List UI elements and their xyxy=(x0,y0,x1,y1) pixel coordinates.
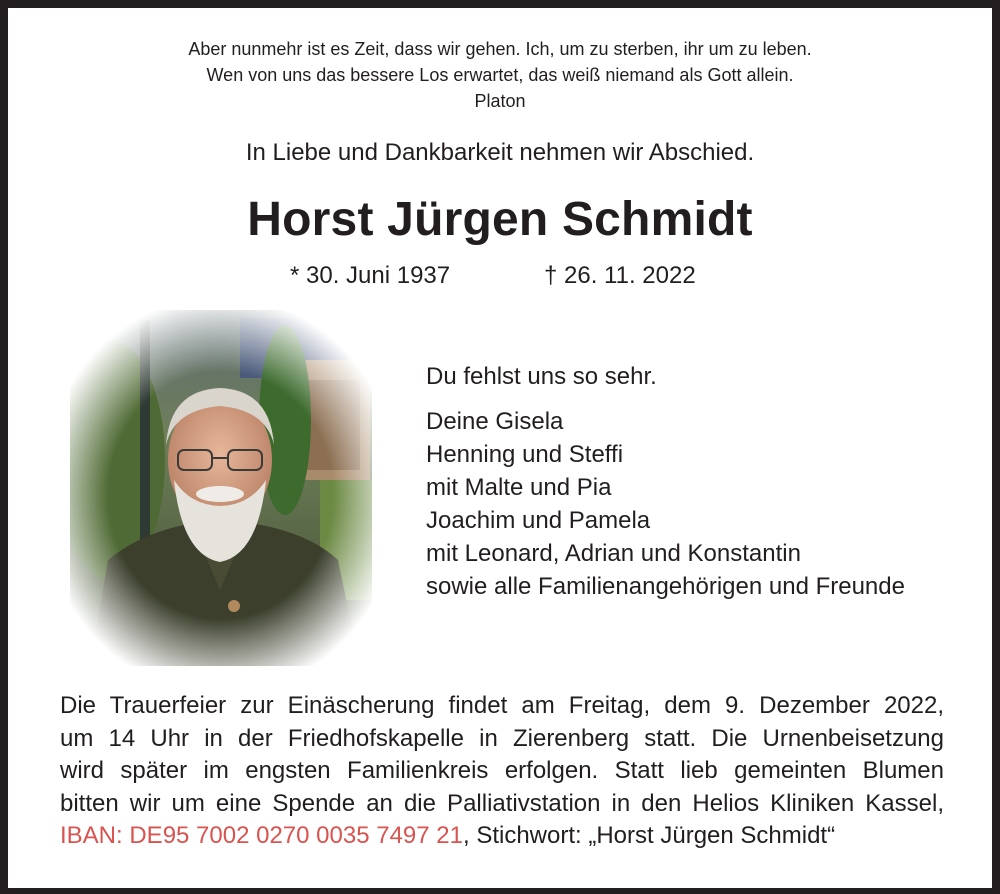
family-line: Henning und Steffi xyxy=(426,441,624,468)
family-lead-line: Du fehlst uns so sehr. xyxy=(426,363,657,390)
family-line: sowie alle Familienangehörigen und Freunde xyxy=(426,573,905,600)
portrait-photo xyxy=(70,310,372,666)
farewell-intro: In Liebe und Dankbarkeit nehmen wir Abschied. xyxy=(245,139,755,166)
donation-line xyxy=(60,820,944,853)
notice-line: wird später im engsten Familienkreis erfolgen. Statt lieb gemeinten Blumen xyxy=(60,757,944,784)
quote-author: Platon xyxy=(474,91,526,111)
birth-date: * 30. Juni 1937 xyxy=(290,262,451,289)
donation-keyword: , Stichwort: „Horst Jürgen Schmidt“ xyxy=(462,822,836,849)
iban-number: IBAN: DE95 7002 0270 0035 7497 21 xyxy=(60,822,463,849)
family-line: Joachim und Pamela xyxy=(426,507,651,534)
quote-line-2: Wen von uns das bessere Los erwartet, das weiß niemand als Gott allein. xyxy=(206,65,794,85)
family-line: mit Malte und Pia xyxy=(426,474,612,501)
notice-line: um 14 Uhr in der Friedhofskapelle in Zierenberg statt. Die Urnenbeisetzung xyxy=(60,724,944,752)
notice-line: bitten wir um eine Spende an die Palliativstation in den Helios Kliniken Kassel, xyxy=(60,789,944,817)
quote-line-1: Aber nunmehr ist es Zeit, dass wir gehen. Ich, um zu sterben, ihr um zu leben. xyxy=(188,39,812,59)
death-date: † 26. 11. 2022 xyxy=(544,262,696,289)
family-line: Deine Gisela xyxy=(426,408,564,435)
notice-line: Die Trauerfeier zur Einäscherung findet am Freitag, dem 9. Dezember 2022, xyxy=(60,692,944,719)
family-line: mit Leonard, Adrian und Konstantin xyxy=(426,540,801,567)
family-signature xyxy=(426,360,905,603)
funeral-notice xyxy=(60,690,944,853)
deceased-name: Horst Jürgen Schmidt xyxy=(247,193,753,246)
quote-block xyxy=(8,36,992,114)
